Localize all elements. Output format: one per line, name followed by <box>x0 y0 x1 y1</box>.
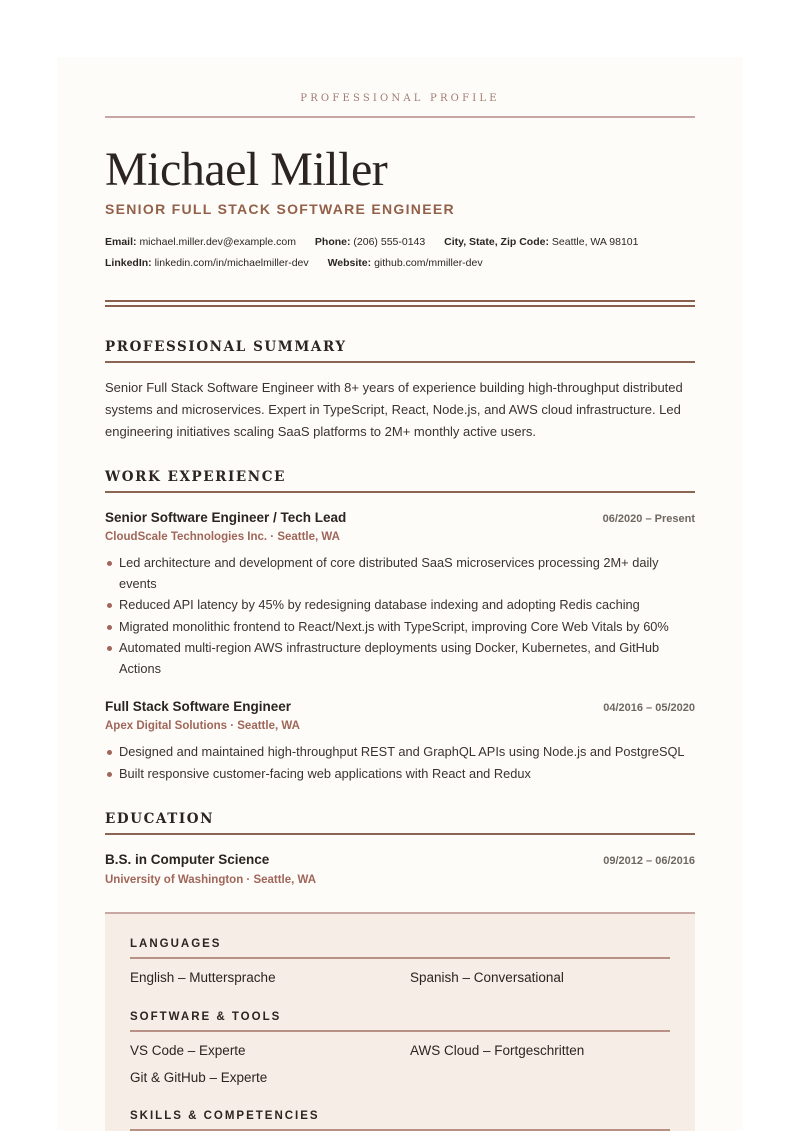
bullet-item: Reduced API latency by 45% by redesigning database indexing and adopting Redis caching <box>105 595 695 616</box>
education-heading: EDUCATION <box>105 811 215 827</box>
contact-website-value: github.com/mmiller-dev <box>374 257 483 269</box>
languages-heading: LANGUAGES <box>130 938 222 950</box>
job-bullets <box>105 553 695 680</box>
degree-title: B.S. in Computer Science <box>105 852 270 867</box>
resume-page <box>57 57 743 1131</box>
summary-text: Senior Full Stack Software Engineer with 8+ years of experience building high-throughput distributed systems and microservices. Expert in TypeScript, React, Node.js, and AWS cloud infrastructure. Led engineering initiatives scaling SaaS platforms to 2M+ monthly active users. <box>105 380 683 439</box>
job-bullets <box>105 742 695 785</box>
job-dates: 06/2020 – Present <box>602 513 695 525</box>
top-divider <box>105 116 695 118</box>
contact-website[interactable] <box>328 257 483 269</box>
bullet-item: Migrated monolithic frontend to React/Next.js with TypeScript, improving Core Web Vitals by 60% <box>105 617 695 638</box>
contact-linkedin[interactable] <box>105 257 309 269</box>
languages-divider <box>130 957 670 959</box>
experience-heading: WORK EXPERIENCE <box>105 469 286 485</box>
summary-divider <box>105 361 695 363</box>
contact-email[interactable] <box>105 236 296 248</box>
contact-phone[interactable] <box>315 236 425 248</box>
contact-location-value: Seattle, WA 98101 <box>551 236 639 248</box>
tool-item: Git & GitHub – Experte <box>130 1070 268 1085</box>
contact-location <box>444 236 638 248</box>
candidate-role: SENIOR FULL STACK SOFTWARE ENGINEER <box>105 201 455 217</box>
job-organization: Apex Digital Solutions · Seattle, WA <box>105 720 300 732</box>
summary-heading: PROFESSIONAL SUMMARY <box>105 339 347 355</box>
contact-email-label: Email: <box>105 236 137 248</box>
bullet-item: Automated multi-region AWS infrastructure deployments using Docker, Kubernetes, and GitHub Actions <box>105 638 695 679</box>
contact-phone-label: Phone: <box>314 236 351 248</box>
language-item: Spanish – Conversational <box>410 970 564 985</box>
school-name: University of Washington · Seattle, WA <box>105 874 317 886</box>
experience-divider <box>105 491 695 493</box>
contact-location-label: City, State, Zip Code: <box>444 236 549 248</box>
contact-phone-value: (206) 555-0143 <box>353 236 426 248</box>
tool-item: VS Code – Experte <box>130 1043 246 1058</box>
bullet-item: Designed and maintained high-throughput REST and GraphQL APIs using Node.js and PostgreSQL <box>105 742 695 763</box>
candidate-name: Michael Miller <box>105 143 388 196</box>
contact-linkedin-value: linkedin.com/in/michaelmiller-dev <box>154 257 309 269</box>
tools-divider <box>130 1030 670 1032</box>
tool-item: AWS Cloud – Fortgeschritten <box>410 1043 585 1058</box>
skills-heading: SKILLS & COMPETENCIES <box>130 1110 320 1122</box>
education-divider <box>105 833 695 835</box>
contact-linkedin-label: LinkedIn: <box>105 257 152 269</box>
contact-row-1 <box>105 236 654 248</box>
job-title: Senior Software Engineer / Tech Lead <box>105 510 347 525</box>
job-organization: CloudScale Technologies Inc. · Seattle, WA <box>105 531 340 543</box>
contact-email-value: michael.miller.dev@example.com <box>139 236 296 248</box>
bullet-item: Led architecture and development of core distributed SaaS microservices processing 2M+ daily events <box>105 553 695 594</box>
skills-divider <box>130 1129 670 1131</box>
tools-heading: SOFTWARE & TOOLS <box>130 1011 282 1023</box>
profile-eyebrow: PROFESSIONAL PROFILE <box>300 93 500 104</box>
bullet-item: Built responsive customer-facing web applications with React and Redux <box>105 764 695 785</box>
extras-panel <box>105 912 695 1131</box>
job-dates: 04/2016 – 05/2020 <box>603 702 695 714</box>
education-dates: 09/2012 – 06/2016 <box>603 855 695 867</box>
header-double-divider <box>105 300 695 307</box>
language-item: English – Muttersprache <box>130 970 276 985</box>
contact-website-label: Website: <box>327 257 372 269</box>
contact-row-2 <box>105 257 499 269</box>
job-title: Full Stack Software Engineer <box>105 699 292 714</box>
